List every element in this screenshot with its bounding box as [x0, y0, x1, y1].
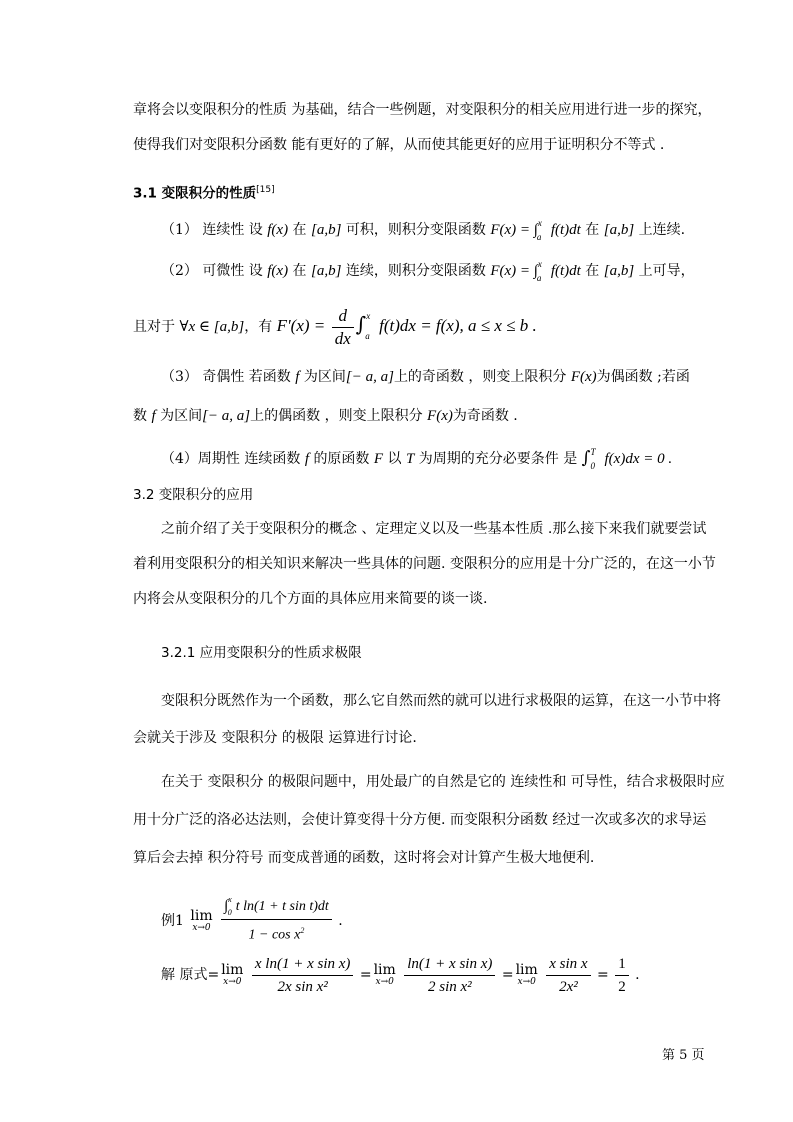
- prop2-l2-text-b: ，有: [244, 319, 273, 335]
- prop2-l2-text-a: 且对于: [133, 319, 175, 335]
- subsection-heading-3-2-1: 3.2.1 应用变限积分的性质求极限: [161, 645, 362, 661]
- d-over-dx: [332, 305, 354, 350]
- property-2: [161, 261, 721, 282]
- example-label: 例1: [161, 912, 184, 929]
- ex1-den-text: 1 − cos x: [248, 927, 301, 943]
- prop3-l2-text-c: 上的偶函数 ，则变上限积分: [250, 408, 423, 424]
- sol-lim3-sub: x→0: [517, 977, 536, 987]
- prop3-text-b: 为区间: [303, 369, 346, 385]
- para2-line-1: 之前介绍了关于变限积分的概念 、定理定义以及一些基本性质 .那么接下来我们就要尝试: [161, 521, 707, 537]
- prop4-F: F: [373, 451, 384, 467]
- sol-lim2-text: lim: [373, 962, 396, 978]
- property-4: [161, 448, 721, 470]
- example-1: [161, 895, 721, 945]
- integral-sign: ∫: [355, 312, 367, 336]
- prop1-upper: x: [537, 218, 542, 228]
- prop1-Fx-def: F(x) = ∫: [490, 222, 538, 238]
- prop3-text-d: 为偶函数 ;若函: [596, 369, 690, 385]
- sol-f3-num: x sin x: [546, 953, 590, 976]
- sol-fraction-4: [615, 953, 629, 998]
- prop3-l2-interval: [− a, a]: [202, 408, 251, 424]
- prop1-lower: a: [536, 232, 542, 242]
- prop1-integrand: f(t)dt: [550, 222, 581, 238]
- derivative-rhs: f(t)dx = f(x), a ≤ x ≤ b .: [379, 316, 537, 335]
- page-number: 第 5 页: [662, 1048, 705, 1063]
- prop2-lower: a: [536, 273, 542, 283]
- prop3-l2-text-b: 为区间: [160, 408, 203, 424]
- sol-lim3-text: lim: [515, 962, 538, 978]
- ex1-dot: .: [338, 912, 343, 929]
- ex1-den-sup: 2: [300, 926, 305, 935]
- prop2-text-e: 上可导，: [638, 263, 695, 279]
- sol-eq-1: =: [359, 967, 372, 983]
- deriv-upper: x: [366, 311, 371, 321]
- prop3-f: f: [295, 369, 300, 385]
- deriv-lower: a: [365, 331, 370, 341]
- prop2-text-a: （2） 可微性 设: [161, 263, 263, 279]
- period-body: f(x)dx = 0 .: [604, 451, 673, 467]
- sol-fraction-3: [546, 953, 590, 998]
- prop2-forall: ∀x ∈ [a,b]: [179, 319, 245, 335]
- para4-line-3: 算后会去掉 积分符号 而变成普通的函数，这时将会对计算产生极大地便利.: [133, 850, 595, 866]
- sol-f1-den: 2x sin x²: [277, 978, 328, 995]
- prop1-text-a: （1） 连续性 设: [161, 222, 263, 238]
- d-numerator: d: [332, 305, 354, 328]
- sol-eq-3: =: [597, 967, 609, 983]
- prop2-interval-2: [a,b]: [603, 263, 635, 279]
- ex1-lim-text: lim: [190, 907, 213, 924]
- prop3-l2-text-d: 为奇函数 .: [452, 408, 518, 424]
- prop3-l2-text-a: 数: [133, 408, 147, 424]
- sol-eq-2: =: [501, 967, 514, 983]
- period-integral-sign: ∫: [581, 448, 591, 468]
- ex1-lower: 0: [227, 908, 232, 917]
- prop4-T: T: [405, 451, 415, 467]
- section-heading-3-2: 3.2 变限积分的应用: [133, 487, 254, 503]
- ex1-numerator: ∫$^x_0$ t ln(1 + t sin t)dt: [221, 895, 332, 920]
- sol-fraction-1: [252, 953, 354, 998]
- sol-f4-den: 2: [618, 978, 626, 995]
- prop3-text-a: （3） 奇偶性 若函数: [161, 369, 291, 385]
- para4-line-2: 用十分广泛的洛必达法则，会使计算变得十分方便. 而变限积分函数 经过一次或多次的求导运: [133, 812, 707, 828]
- derivative-lhs: F'(x) =: [276, 316, 326, 335]
- prop4-f: f: [304, 451, 309, 467]
- prop1-text-b: 在: [292, 222, 307, 238]
- para2-line-3: 内将会从变限积分的几个方面的具体应用来简要的谈一谈.: [133, 591, 488, 607]
- sol-limit-1: [221, 963, 243, 987]
- prop1-interval: [a,b]: [311, 222, 342, 238]
- ex1-limit: [190, 909, 212, 933]
- section-heading-3-1-text: 3.1 变限积分的性质: [133, 185, 257, 202]
- ex1-fraction: [221, 895, 332, 947]
- sol-limit-3: [516, 963, 538, 987]
- prop1-fx: f(x): [267, 222, 289, 238]
- prop2-upper: x: [537, 259, 542, 269]
- sol-f2-den: 2 sin x²: [427, 978, 472, 995]
- section-heading-3-1: [133, 180, 693, 204]
- prop2-fx: f(x): [267, 263, 289, 279]
- prop1-text-c: 可积，则积分变限函数: [345, 222, 486, 238]
- property-1: [161, 220, 721, 241]
- sol-lim2-sub: x→0: [375, 977, 394, 987]
- dx-denominator: dx: [334, 328, 351, 348]
- intro-line-1: 章将会以变限积分的性质 为基础，结合一些例题，对变限积分的相关应用进行进一步的探究，: [133, 102, 712, 118]
- para2-line-2: 着利用变限积分的相关知识来解决一些具体的问题. 变限积分的应用是十分广泛的，在这一小节: [133, 556, 716, 572]
- period-lower: 0: [590, 461, 596, 471]
- ex1-upper: x: [228, 895, 232, 904]
- citation-ref: [15]: [256, 185, 275, 195]
- prop2-text-b: 在: [292, 263, 307, 279]
- prop1-text-e: 上连续.: [638, 222, 686, 238]
- prop3-text-c: 上的奇函数 ，则变上限积分: [393, 369, 567, 385]
- prop3-Fx: F(x): [570, 369, 597, 385]
- ex1-denominator: [221, 920, 332, 947]
- prop3-l2-Fx: F(x): [427, 408, 453, 424]
- prop4-text-a: （4）周期性 连续函数: [161, 451, 301, 467]
- sol-f1-num: x ln(1 + x sin x): [252, 953, 354, 976]
- prop1-text-d: 在: [585, 222, 600, 238]
- solution-label: 解 原式=: [161, 967, 220, 983]
- para3-line-2: 会就关于涉及 变限积分 的极限 运算进行讨论.: [133, 730, 417, 746]
- sol-fraction-2: [404, 953, 495, 998]
- para4-line-1: 在关于 变限积分 的极限问题中，用处最广的自然是它的 连续性和 可导性，结合求极限时应: [161, 774, 725, 790]
- prop3-interval: [− a, a]: [345, 369, 394, 385]
- property-3: [161, 367, 721, 387]
- property-3-line-2: [133, 406, 693, 426]
- prop2-interval: [a,b]: [311, 263, 342, 279]
- ex1-num-text: t ln(1 + t sin t)dt: [235, 899, 329, 914]
- prop2-text-c: 连续，则积分变限函数: [345, 263, 486, 279]
- prop3-l2-f: f: [151, 408, 156, 424]
- period-upper: T: [590, 447, 596, 457]
- sol-f4-num: 1: [615, 953, 629, 976]
- prop1-interval-2: [a,b]: [603, 222, 635, 238]
- prop4-text-d: 为周期的充分必要条件 是: [418, 451, 578, 467]
- prop2-text-d: 在: [585, 263, 600, 279]
- sol-dot: .: [635, 967, 640, 983]
- sol-f3-den: 2x²: [559, 978, 578, 995]
- ex1-lim-sub: x→0: [192, 922, 211, 933]
- prop2-integrand: f(t)dt: [550, 263, 581, 279]
- sol-limit-2: [374, 963, 396, 987]
- para3-line-1: 变限积分既然作为一个函数，那么它自然而然的就可以进行求极限的运算，在这一小节中将: [161, 693, 721, 709]
- property-2-line-2: [133, 302, 693, 346]
- intro-line-2: 使得我们对变限积分函数 能有更好的了解，从而使其能更好的应用于证明积分不等式 .: [133, 137, 665, 153]
- solution-1: [161, 950, 721, 1000]
- sol-lim1-text: lim: [221, 962, 244, 978]
- sol-f2-num: ln(1 + x sin x): [404, 953, 495, 976]
- sol-lim1-sub: x→0: [223, 977, 242, 987]
- prop4-text-c: 以: [387, 451, 402, 467]
- prop2-Fx-def: F(x) = ∫: [490, 263, 538, 279]
- prop4-text-b: 的原函数: [313, 451, 370, 467]
